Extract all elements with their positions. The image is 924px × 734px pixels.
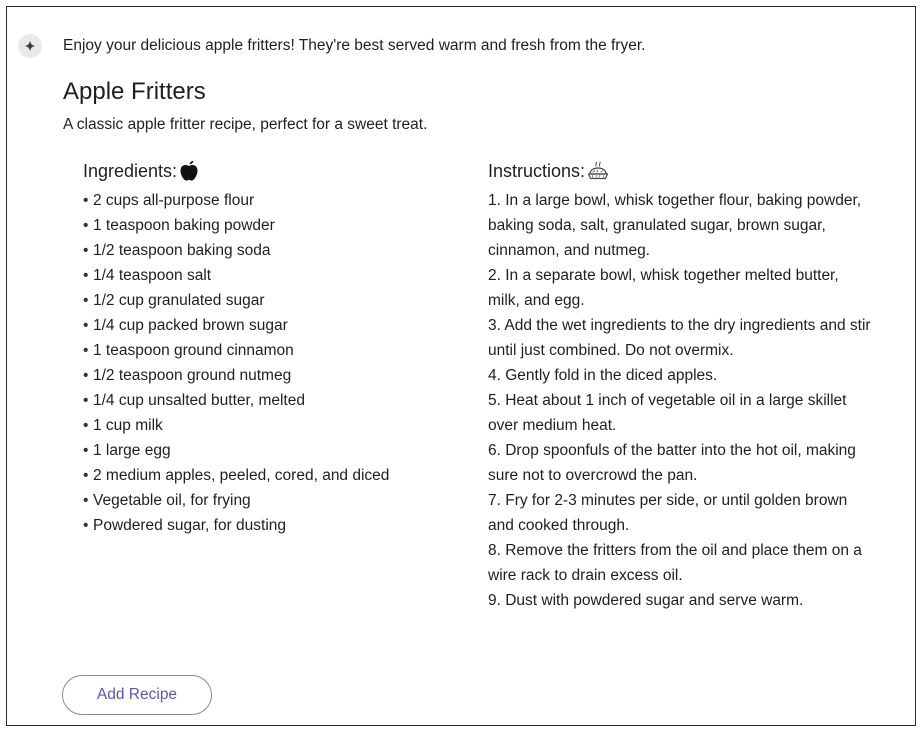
bullet: • <box>83 517 89 534</box>
ingredients-heading-label: Ingredients: <box>83 161 178 181</box>
instruction-step: 7. Fry for 2-3 minutes per side, or until golden brown and cooked through. <box>488 492 848 534</box>
instruction-step: 9. Dust with powdered sugar and serve warm. <box>488 592 804 609</box>
bullet: • <box>83 317 89 334</box>
ingredient-item: • 1 teaspoon baking powder <box>83 213 463 238</box>
bullet: • <box>83 267 89 284</box>
ingredient-item: • 1/2 teaspoon ground nutmeg <box>83 363 463 388</box>
bullet: • <box>83 392 89 409</box>
bullet: • <box>83 442 89 459</box>
bullet: • <box>83 292 89 309</box>
instruction-step: 1. In a large bowl, whisk together flour, baking powder, baking soda, salt, granulated sugar, brown sugar, cinnamon, and nutmeg. <box>488 192 862 259</box>
ingredients-heading <box>83 158 463 184</box>
instructions-list <box>488 188 873 613</box>
sparkle-icon <box>18 34 42 58</box>
ingredient-item: • 1/4 cup packed brown sugar <box>83 313 463 338</box>
ingredient-item: • Vegetable oil, for frying <box>83 488 463 513</box>
bullet: • <box>83 217 89 234</box>
add-recipe-button[interactable]: Add Recipe <box>62 675 212 715</box>
ingredient-item: • 1/2 cup granulated sugar <box>83 288 463 313</box>
bullet: • <box>83 192 89 209</box>
recipe-subtitle: A classic apple fritter recipe, perfect for a sweet treat. <box>63 116 428 133</box>
instruction-step: 8. Remove the fritters from the oil and place them on a wire rack to drain excess oil. <box>488 542 862 584</box>
bullet: • <box>83 242 89 259</box>
ingredient-item: • 2 cups all-purpose flour <box>83 188 463 213</box>
instruction-step: 5. Heat about 1 inch of vegetable oil in a large skillet over medium heat. <box>488 392 847 434</box>
instructions-section <box>488 158 873 613</box>
bullet: • <box>83 492 89 509</box>
instructions-heading-label: Instructions: <box>488 161 586 181</box>
ingredients-section <box>83 158 463 538</box>
bullet: • <box>83 467 89 484</box>
intro-text: Enjoy your delicious apple fritters! They're best served warm and fresh from the fryer. <box>63 37 646 54</box>
bullet: • <box>83 417 89 434</box>
pie-icon <box>587 160 609 182</box>
ingredient-item: • 2 medium apples, peeled, cored, and diced <box>83 463 463 488</box>
ingredient-item: • 1 large egg <box>83 438 463 463</box>
ingredient-item: • 1/2 teaspoon baking soda <box>83 238 463 263</box>
apple-icon <box>179 160 199 182</box>
bullet: • <box>83 342 89 359</box>
instruction-step: 2. In a separate bowl, whisk together melted butter, milk, and egg. <box>488 267 839 309</box>
ingredient-item: • 1 cup milk <box>83 413 463 438</box>
instructions-heading <box>488 158 873 184</box>
instruction-step: 4. Gently fold in the diced apples. <box>488 367 718 384</box>
ingredient-item: • 1 teaspoon ground cinnamon <box>83 338 463 363</box>
instruction-step: 3. Add the wet ingredients to the dry ingredients and stir until just combined. Do not overmix. <box>488 317 871 359</box>
ingredients-list <box>83 188 463 538</box>
ingredient-item: • 1/4 teaspoon salt <box>83 263 463 288</box>
instruction-step: 6. Drop spoonfuls of the batter into the hot oil, making sure not to overcrowd the pan. <box>488 442 856 484</box>
bullet: • <box>83 367 89 384</box>
ingredient-item: • Powdered sugar, for dusting <box>83 513 463 538</box>
recipe-title: Apple Fritters <box>63 78 206 105</box>
ingredient-item: • 1/4 cup unsalted butter, melted <box>83 388 463 413</box>
